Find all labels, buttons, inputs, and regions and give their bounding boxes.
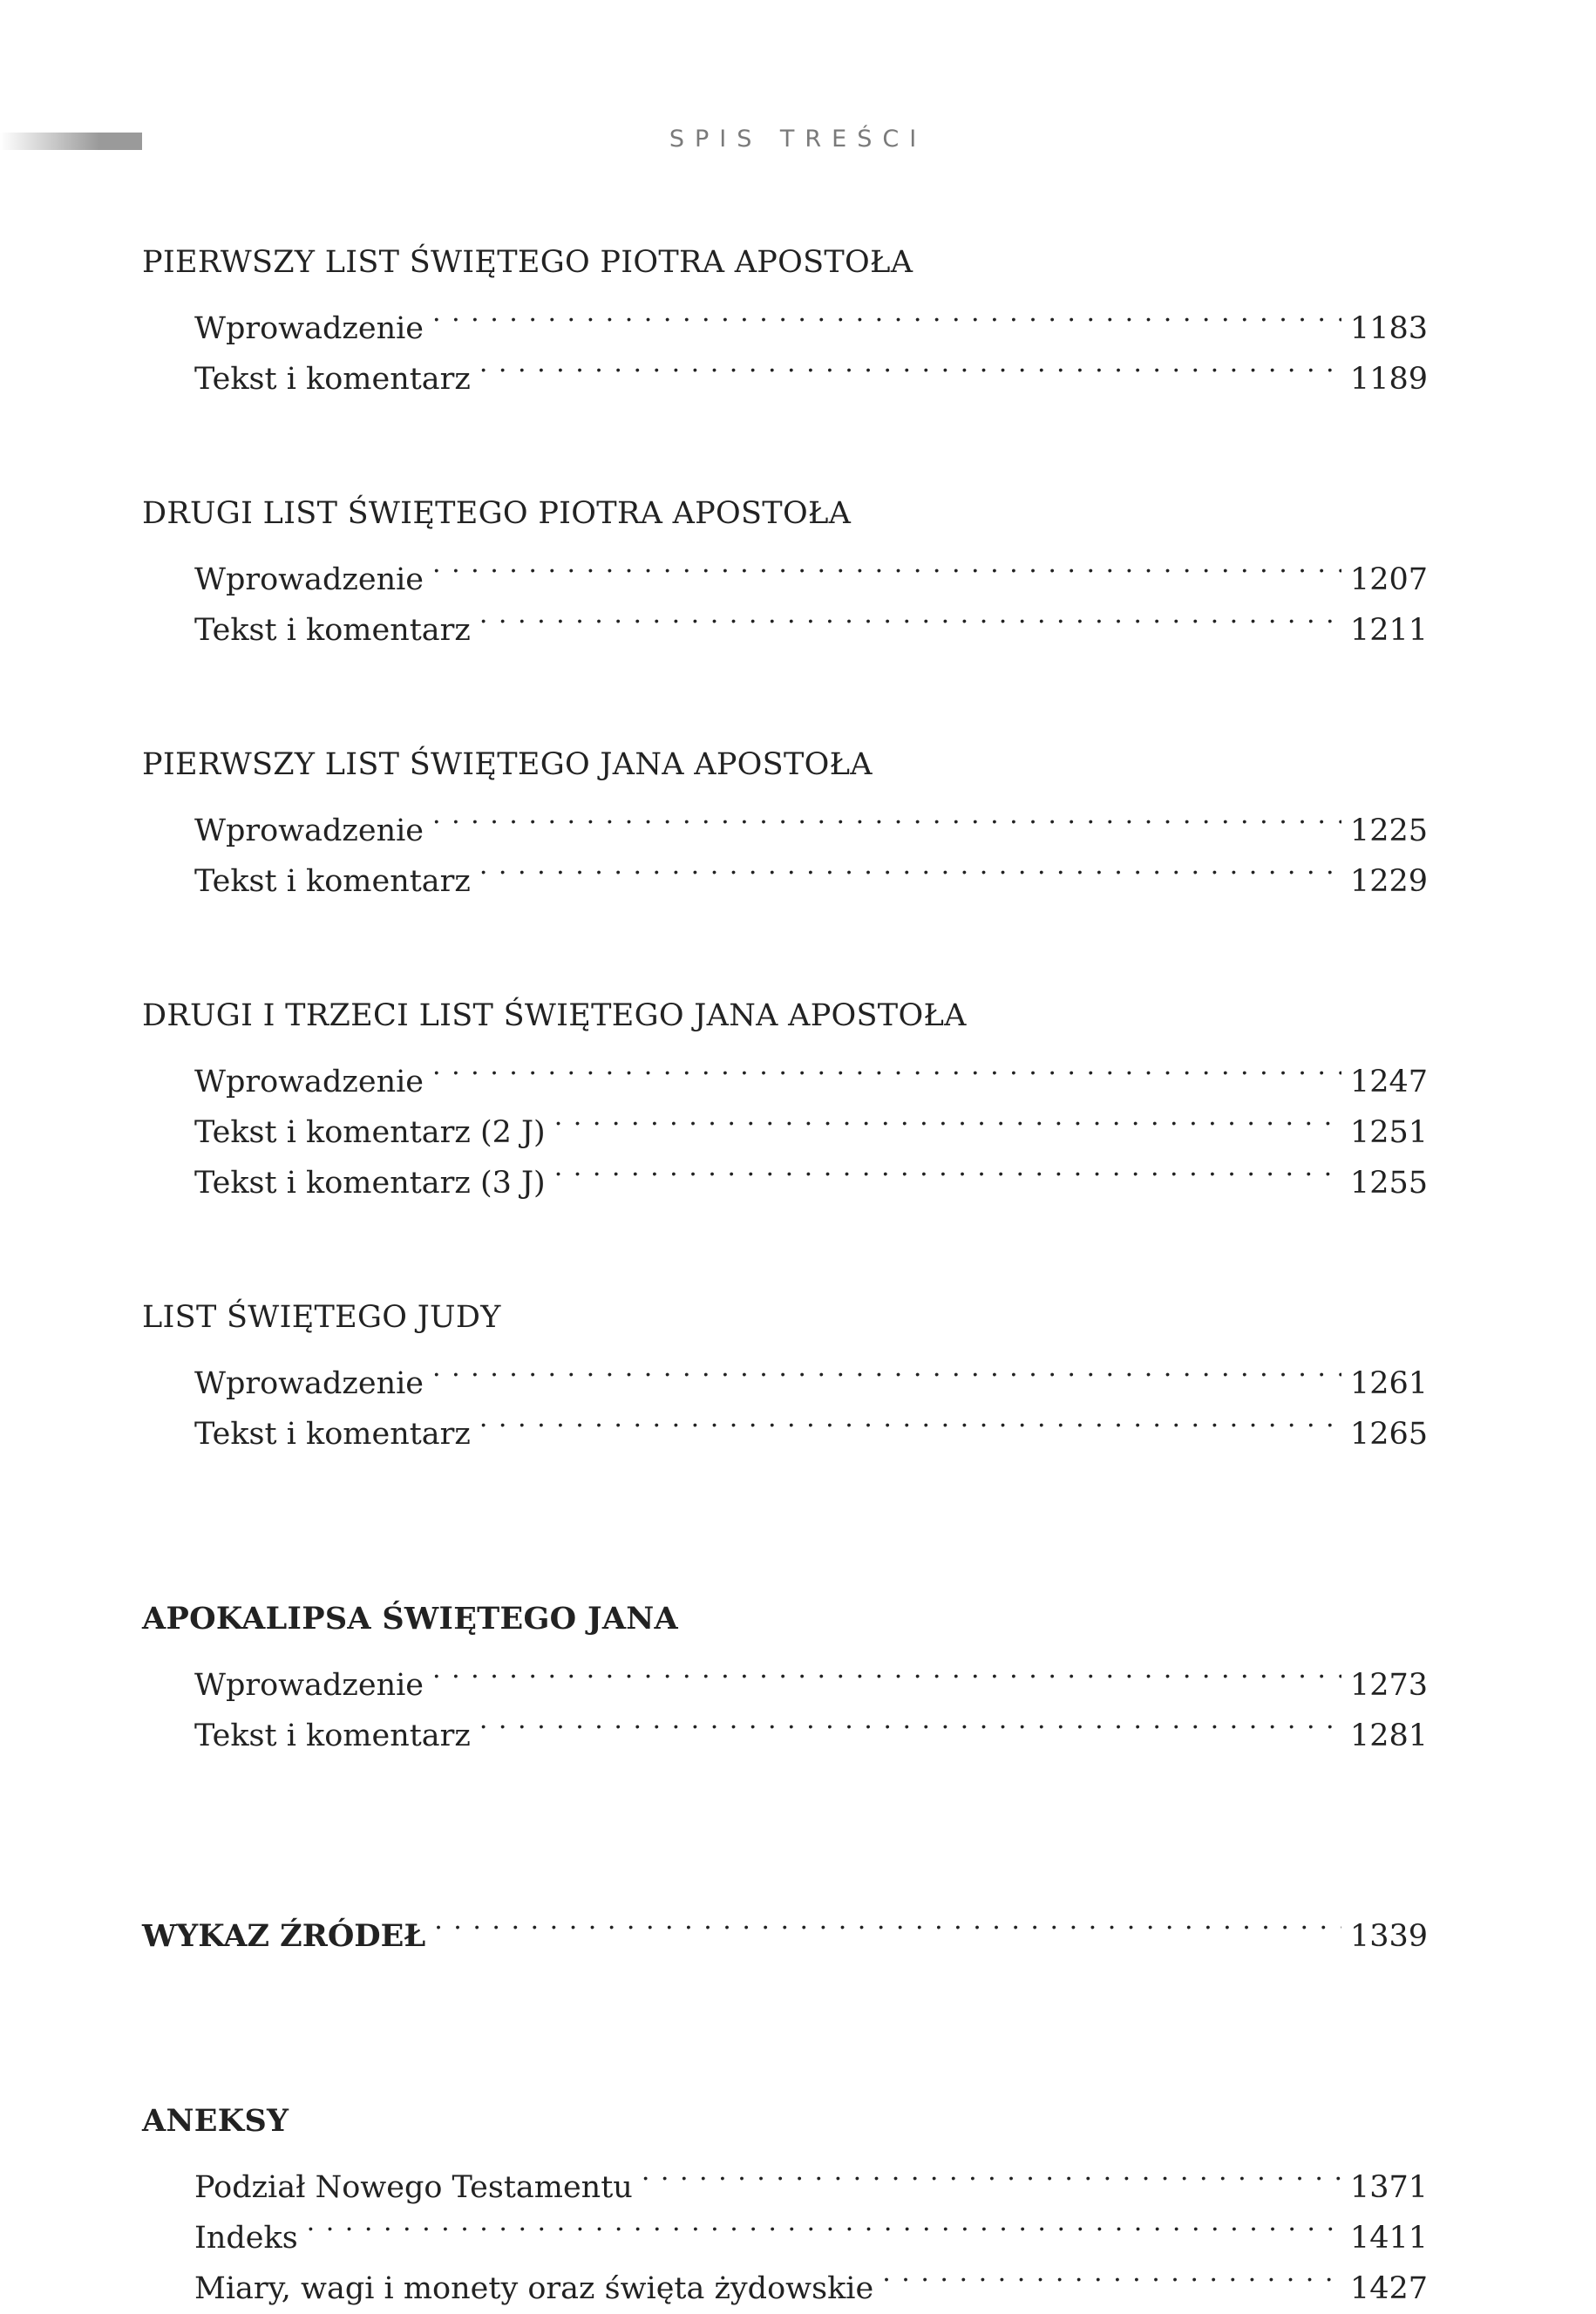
toc-entry[interactable] [142, 288, 1428, 346]
toc-entry-label: Indeks [194, 2221, 298, 2256]
toc-section-annexes [142, 2096, 1428, 2306]
toc-entry-page: 1281 [1349, 1718, 1428, 1753]
toc-entry[interactable] [142, 2248, 1428, 2306]
dot-leader [432, 288, 1341, 338]
toc-entry-sources[interactable] [142, 1895, 1428, 1954]
toc-entry-label: Wprowadzenie [194, 562, 424, 597]
dot-leader [479, 1393, 1341, 1444]
toc-section-sources [142, 1895, 1428, 1954]
dot-leader [479, 841, 1341, 891]
toc-entry[interactable] [142, 1041, 1428, 1099]
toc-section-2-piotra [142, 488, 1428, 648]
dot-leader [307, 2197, 1341, 2248]
toc-section-title: PIERWSZY LIST ŚWIĘTEGO JANA APOSTOŁA [142, 747, 873, 782]
toc-entry-page: 1229 [1349, 864, 1428, 899]
toc-entry-label: Tekst i komentarz (2 J) [194, 1115, 546, 1150]
dot-leader [642, 2147, 1341, 2197]
toc-entry[interactable] [142, 2197, 1428, 2256]
section-spacer [142, 1746, 1428, 1895]
toc-section-apokalipsa [142, 1594, 1428, 1753]
toc-entry-page: 1251 [1349, 1115, 1428, 1150]
section-spacer [142, 1444, 1428, 1594]
toc-section-title: APOKALIPSA ŚWIĘTEGO JANA [142, 1601, 679, 1637]
toc-entry-label: Tekst i komentarz [194, 864, 471, 899]
toc-entry-page: 1339 [1349, 1919, 1428, 1954]
dot-leader [479, 1695, 1341, 1746]
toc-entry-page: 1207 [1349, 562, 1428, 597]
toc-section-1-jana [142, 739, 1428, 899]
toc-entry-label: Tekst i komentarz [194, 613, 471, 648]
section-spacer [142, 1946, 1428, 2096]
toc-entry-page: 1427 [1349, 2271, 1428, 2306]
toc-entry[interactable] [142, 2147, 1428, 2205]
running-head: SPIS TREŚCI [669, 126, 927, 153]
toc-section-1-piotra [142, 237, 1428, 397]
toc-entry-page: 1273 [1349, 1668, 1428, 1703]
dot-leader [479, 589, 1341, 640]
toc-entry-label: Wprowadzenie [194, 1668, 424, 1703]
toc-entry-page: 1247 [1349, 1065, 1428, 1099]
toc-entry-label: Wprowadzenie [194, 1065, 424, 1099]
toc-entry[interactable] [142, 539, 1428, 597]
toc-entry-page: 1183 [1349, 311, 1428, 346]
toc-entry-label: Miary, wagi i monety oraz święta żydowskie [194, 2271, 874, 2306]
toc-section-2-3-jana [142, 990, 1428, 1201]
dot-leader [434, 1895, 1341, 1946]
dot-leader [432, 1343, 1341, 1393]
toc-entry-label: Tekst i komentarz (3 J) [194, 1166, 546, 1201]
toc-entry-page: 1189 [1349, 362, 1428, 397]
table-of-contents [142, 237, 1428, 2306]
toc-entry-label: Tekst i komentarz [194, 1417, 471, 1452]
toc-entry-label: Wprowadzenie [194, 813, 424, 848]
toc-entry-page: 1371 [1349, 2170, 1428, 2205]
toc-section-title: ANEKSY [142, 2103, 289, 2139]
dot-leader [432, 1041, 1341, 1092]
toc-entry-label: Tekst i komentarz [194, 362, 471, 397]
toc-entry-page: 1255 [1349, 1166, 1428, 1201]
toc-section-title: DRUGI I TRZECI LIST ŚWIĘTEGO JANA APOSTOŁA [142, 998, 967, 1033]
toc-entry-page: 1411 [1349, 2221, 1428, 2256]
toc-entry[interactable] [142, 1343, 1428, 1401]
toc-entry-label: Tekst i komentarz [194, 1718, 471, 1753]
toc-entry-label: Podział Nowego Testamentu [194, 2170, 633, 2205]
toc-entry-label: Wprowadzenie [194, 311, 424, 346]
dot-leader [882, 2248, 1341, 2298]
toc-entry-page: 1225 [1349, 813, 1428, 848]
dot-leader [554, 1092, 1341, 1142]
dot-leader [479, 338, 1341, 389]
toc-section-title: DRUGI LIST ŚWIĘTEGO PIOTRA APOSTOŁA [142, 496, 852, 531]
toc-section-judy [142, 1292, 1428, 1452]
toc-entry-page: 1261 [1349, 1366, 1428, 1401]
toc-entry[interactable] [142, 790, 1428, 848]
toc-section-title: PIERWSZY LIST ŚWIĘTEGO PIOTRA APOSTOŁA [142, 245, 913, 280]
toc-entry[interactable] [142, 1644, 1428, 1703]
toc-section-title: LIST ŚWIĘTEGO JUDY [142, 1300, 501, 1335]
dot-leader [554, 1142, 1341, 1193]
dot-leader [432, 790, 1341, 841]
toc-entry-page: 1211 [1349, 613, 1428, 648]
dot-leader [432, 1644, 1341, 1695]
toc-entry-page: 1265 [1349, 1417, 1428, 1452]
dot-leader [432, 539, 1341, 589]
toc-entry-label: Wprowadzenie [194, 1366, 424, 1401]
toc-entry-label: WYKAZ ŹRÓDEŁ [142, 1918, 426, 1954]
